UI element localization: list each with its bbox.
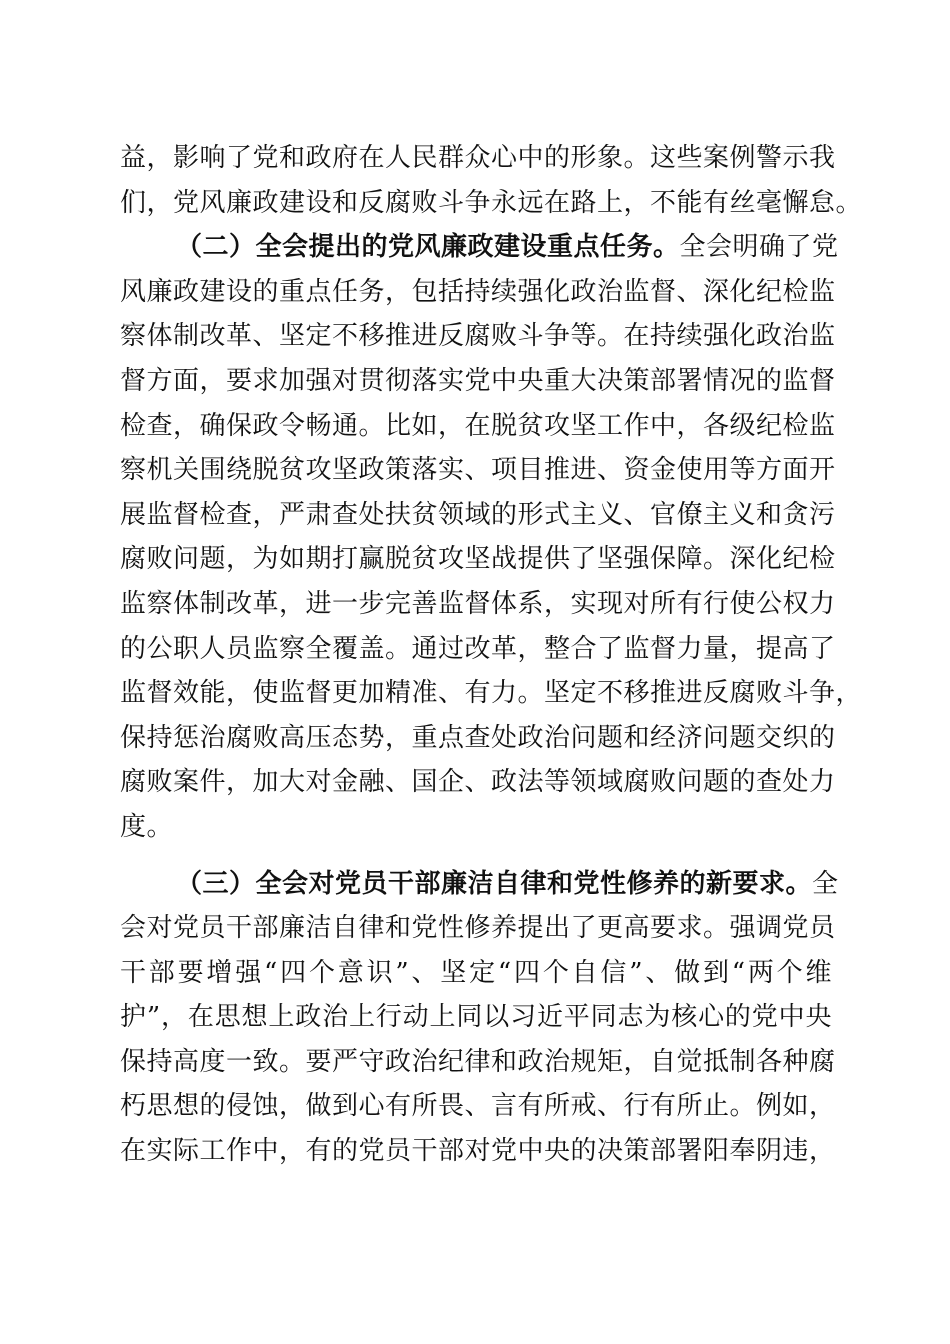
section-2-text: 全会明确了党: [679, 232, 839, 263]
paragraph-gap: [120, 850, 832, 862]
body-text-line: 们，党风廉政建设和反腐败斗争永远在路上，不能有丝毫懈怠。: [120, 187, 863, 218]
section-2-first-line: [120, 225, 839, 270]
body-text-line: 督方面，要求加强对贯彻落实党中央重大决策部署情况的监督: [120, 365, 836, 396]
body-text-line: 检查，确保政令畅通。比如，在脱贫攻坚工作中，各级纪检监: [120, 410, 836, 441]
body-text-line: 朽思想的侵蚀，做到心有所畏、言有所戒、行有所止。例如，: [120, 1091, 836, 1122]
body-text-line: 展监督检查，严肃查处扶贫领域的形式主义、官僚主义和贪污: [120, 499, 836, 530]
body-text-line: 察机关围绕脱贫攻坚政策落实、项目推进、资金使用等方面开: [120, 455, 836, 486]
body-text-line: 察体制改革、坚定不移推进反腐败斗争等。在持续强化政治监: [120, 321, 836, 352]
body-text-line: 监督效能，使监督更加精准、有力。坚定不移推进反腐败斗争，: [120, 678, 863, 709]
section-3-first-line: [120, 862, 839, 907]
body-text-line: 监察体制改革，进一步完善监督体系，实现对所有行使公权力: [120, 588, 836, 619]
body-text-line: 保持高度一致。要严守政治纪律和政治规矩，自觉抵制各种腐: [120, 1046, 836, 1077]
body-text-line: 度。: [120, 811, 174, 842]
body-text-line: 在实际工作中，有的党员干部对党中央的决策部署阳奉阴违，: [120, 1136, 836, 1167]
body-text-line: 干部要增强“四个意识”、坚定“四个自信”、做到“两个维: [120, 957, 832, 988]
body-text-line: 护”，在思想上政治上行动上同以习近平同志为核心的党中央: [120, 1002, 832, 1033]
body-text-line: 保持惩治腐败高压态势，重点查处政治问题和经济问题交织的: [120, 722, 836, 753]
section-2-heading: （二）全会提出的党风廉政建设重点任务。: [176, 232, 680, 263]
body-text-line: 腐败案件，加大对金融、国企、政法等领域腐败问题的查处力: [120, 767, 836, 798]
body-text-line: 的公职人员监察全覆盖。通过改革，整合了监督力量，提高了: [120, 633, 836, 664]
body-text-line: 风廉政建设的重点任务，包括持续强化政治监督、深化纪检监: [120, 276, 836, 307]
section-3-heading: （三）全会对党员干部廉洁自律和党性修养的新要求。: [176, 868, 813, 899]
body-text-line: 益，影响了党和政府在人民群众心中的形象。这些案例警示我: [120, 143, 836, 173]
body-text-line: 会对党员干部廉洁自律和党性修养提出了更高要求。强调党员: [120, 913, 836, 944]
body-text-line: 腐败问题，为如期打赢脱贫攻坚战提供了坚强保障。深化纪检: [120, 544, 836, 575]
section-3-text: 全: [812, 868, 839, 899]
